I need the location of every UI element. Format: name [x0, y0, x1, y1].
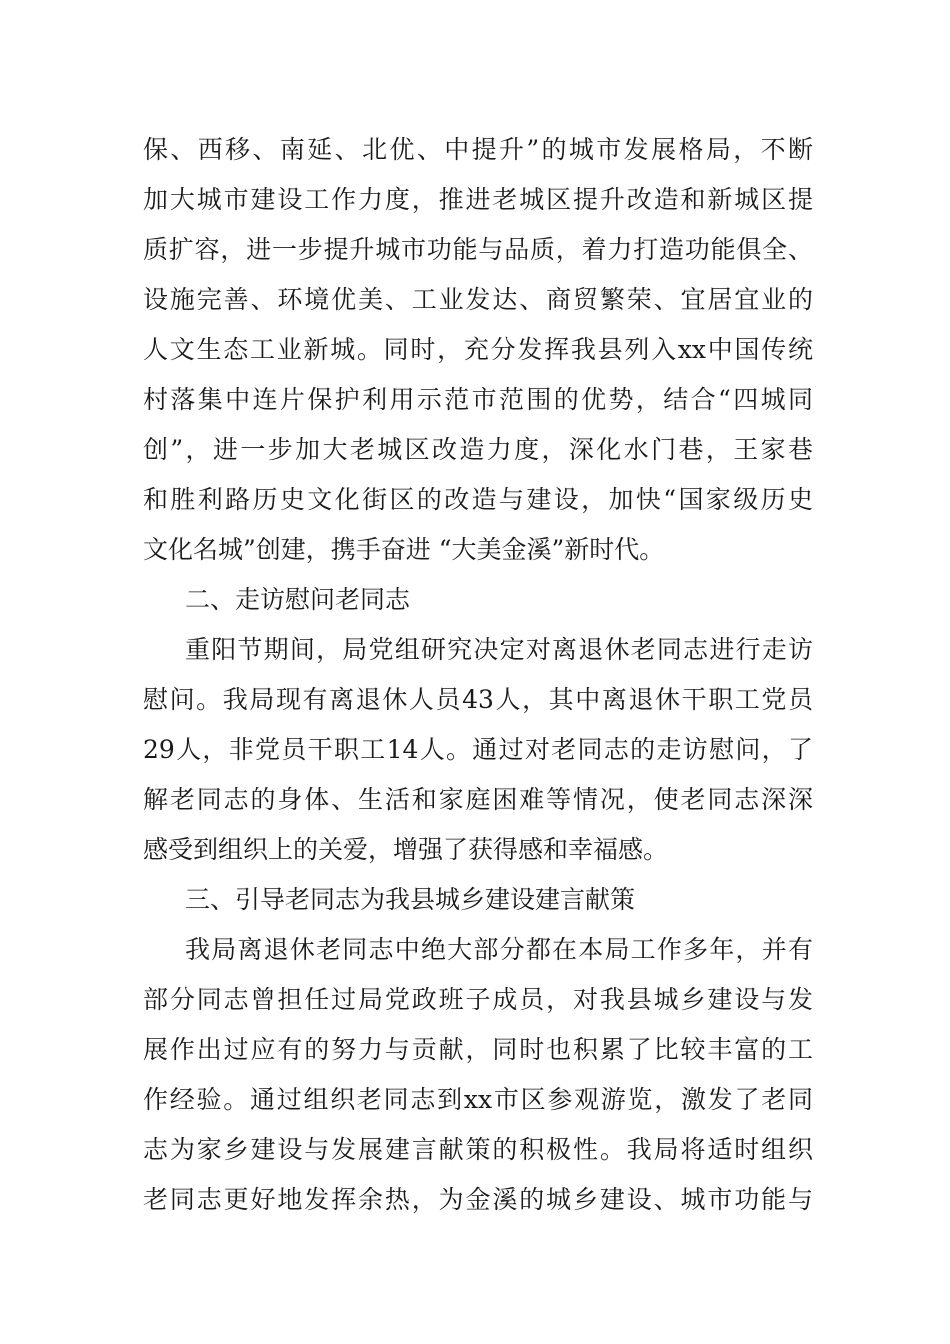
paragraph-line: 重阳节期间，局党组研究决定对离退休老同志进行走访 [185, 635, 813, 664]
paragraph-line: 作经验。通过组织老同志到xx市区参观游览，激发了老同 [143, 1085, 813, 1114]
paragraph-line: 文化名城”创建，携手奋进 “大美金溪”新时代。 [143, 535, 665, 564]
section-heading: 三、引导老同志为我县城乡建设建言献策 [185, 885, 636, 914]
paragraph-line: 感受到组织上的关爱，增强了获得感和幸福感。 [143, 835, 669, 864]
paragraph-line: 部分同志曾担任过局党政班子成员，对我县城乡建设与发 [143, 985, 813, 1014]
paragraph-line: 志为家乡建设与发展建言献策的积极性。我局将适时组织 [143, 1135, 813, 1164]
paragraph-line: 展作出过应有的努力与贡献，同时也积累了比较丰富的工 [143, 1035, 813, 1064]
paragraph-line: 老同志更好地发挥余热，为金溪的城乡建设、城市功能与 [143, 1185, 813, 1214]
paragraph-line: 慰问。我局现有离退休人员43人，其中离退休干职工党员 [143, 685, 813, 714]
paragraph-line: 人文生态工业新城。同时，充分发挥我县列入xx中国传统 [143, 335, 813, 364]
section-heading: 二、走访慰问老同志 [185, 585, 411, 614]
paragraph-line: 29人，非党员干职工14人。通过对老同志的走访慰问，了 [143, 735, 813, 764]
paragraph-line: 村落集中连片保护利用示范市范围的优势，结合“四城同 [143, 385, 813, 414]
paragraph-line: 保、西移、南延、北优、中提升”的城市发展格局，不断 [143, 135, 813, 164]
paragraph-line: 加大城市建设工作力度，推进老城区提升改造和新城区提 [143, 185, 813, 214]
paragraph-line: 设施完善、环境优美、工业发达、商贸繁荣、宜居宜业的 [143, 285, 813, 314]
paragraph-line: 和胜利路历史文化街区的改造与建设，加快“国家级历史 [143, 485, 813, 514]
paragraph-line: 质扩容，进一步提升城市功能与品质，着力打造功能俱全、 [143, 235, 813, 264]
paragraph-line: 创”，进一步加大老城区改造力度，深化水门巷，王家巷 [143, 435, 813, 464]
paragraph-line: 解老同志的身体、生活和家庭困难等情况，使老同志深深 [143, 785, 813, 814]
paragraph-line: 我局离退休老同志中绝大部分都在本局工作多年，并有 [185, 935, 813, 964]
